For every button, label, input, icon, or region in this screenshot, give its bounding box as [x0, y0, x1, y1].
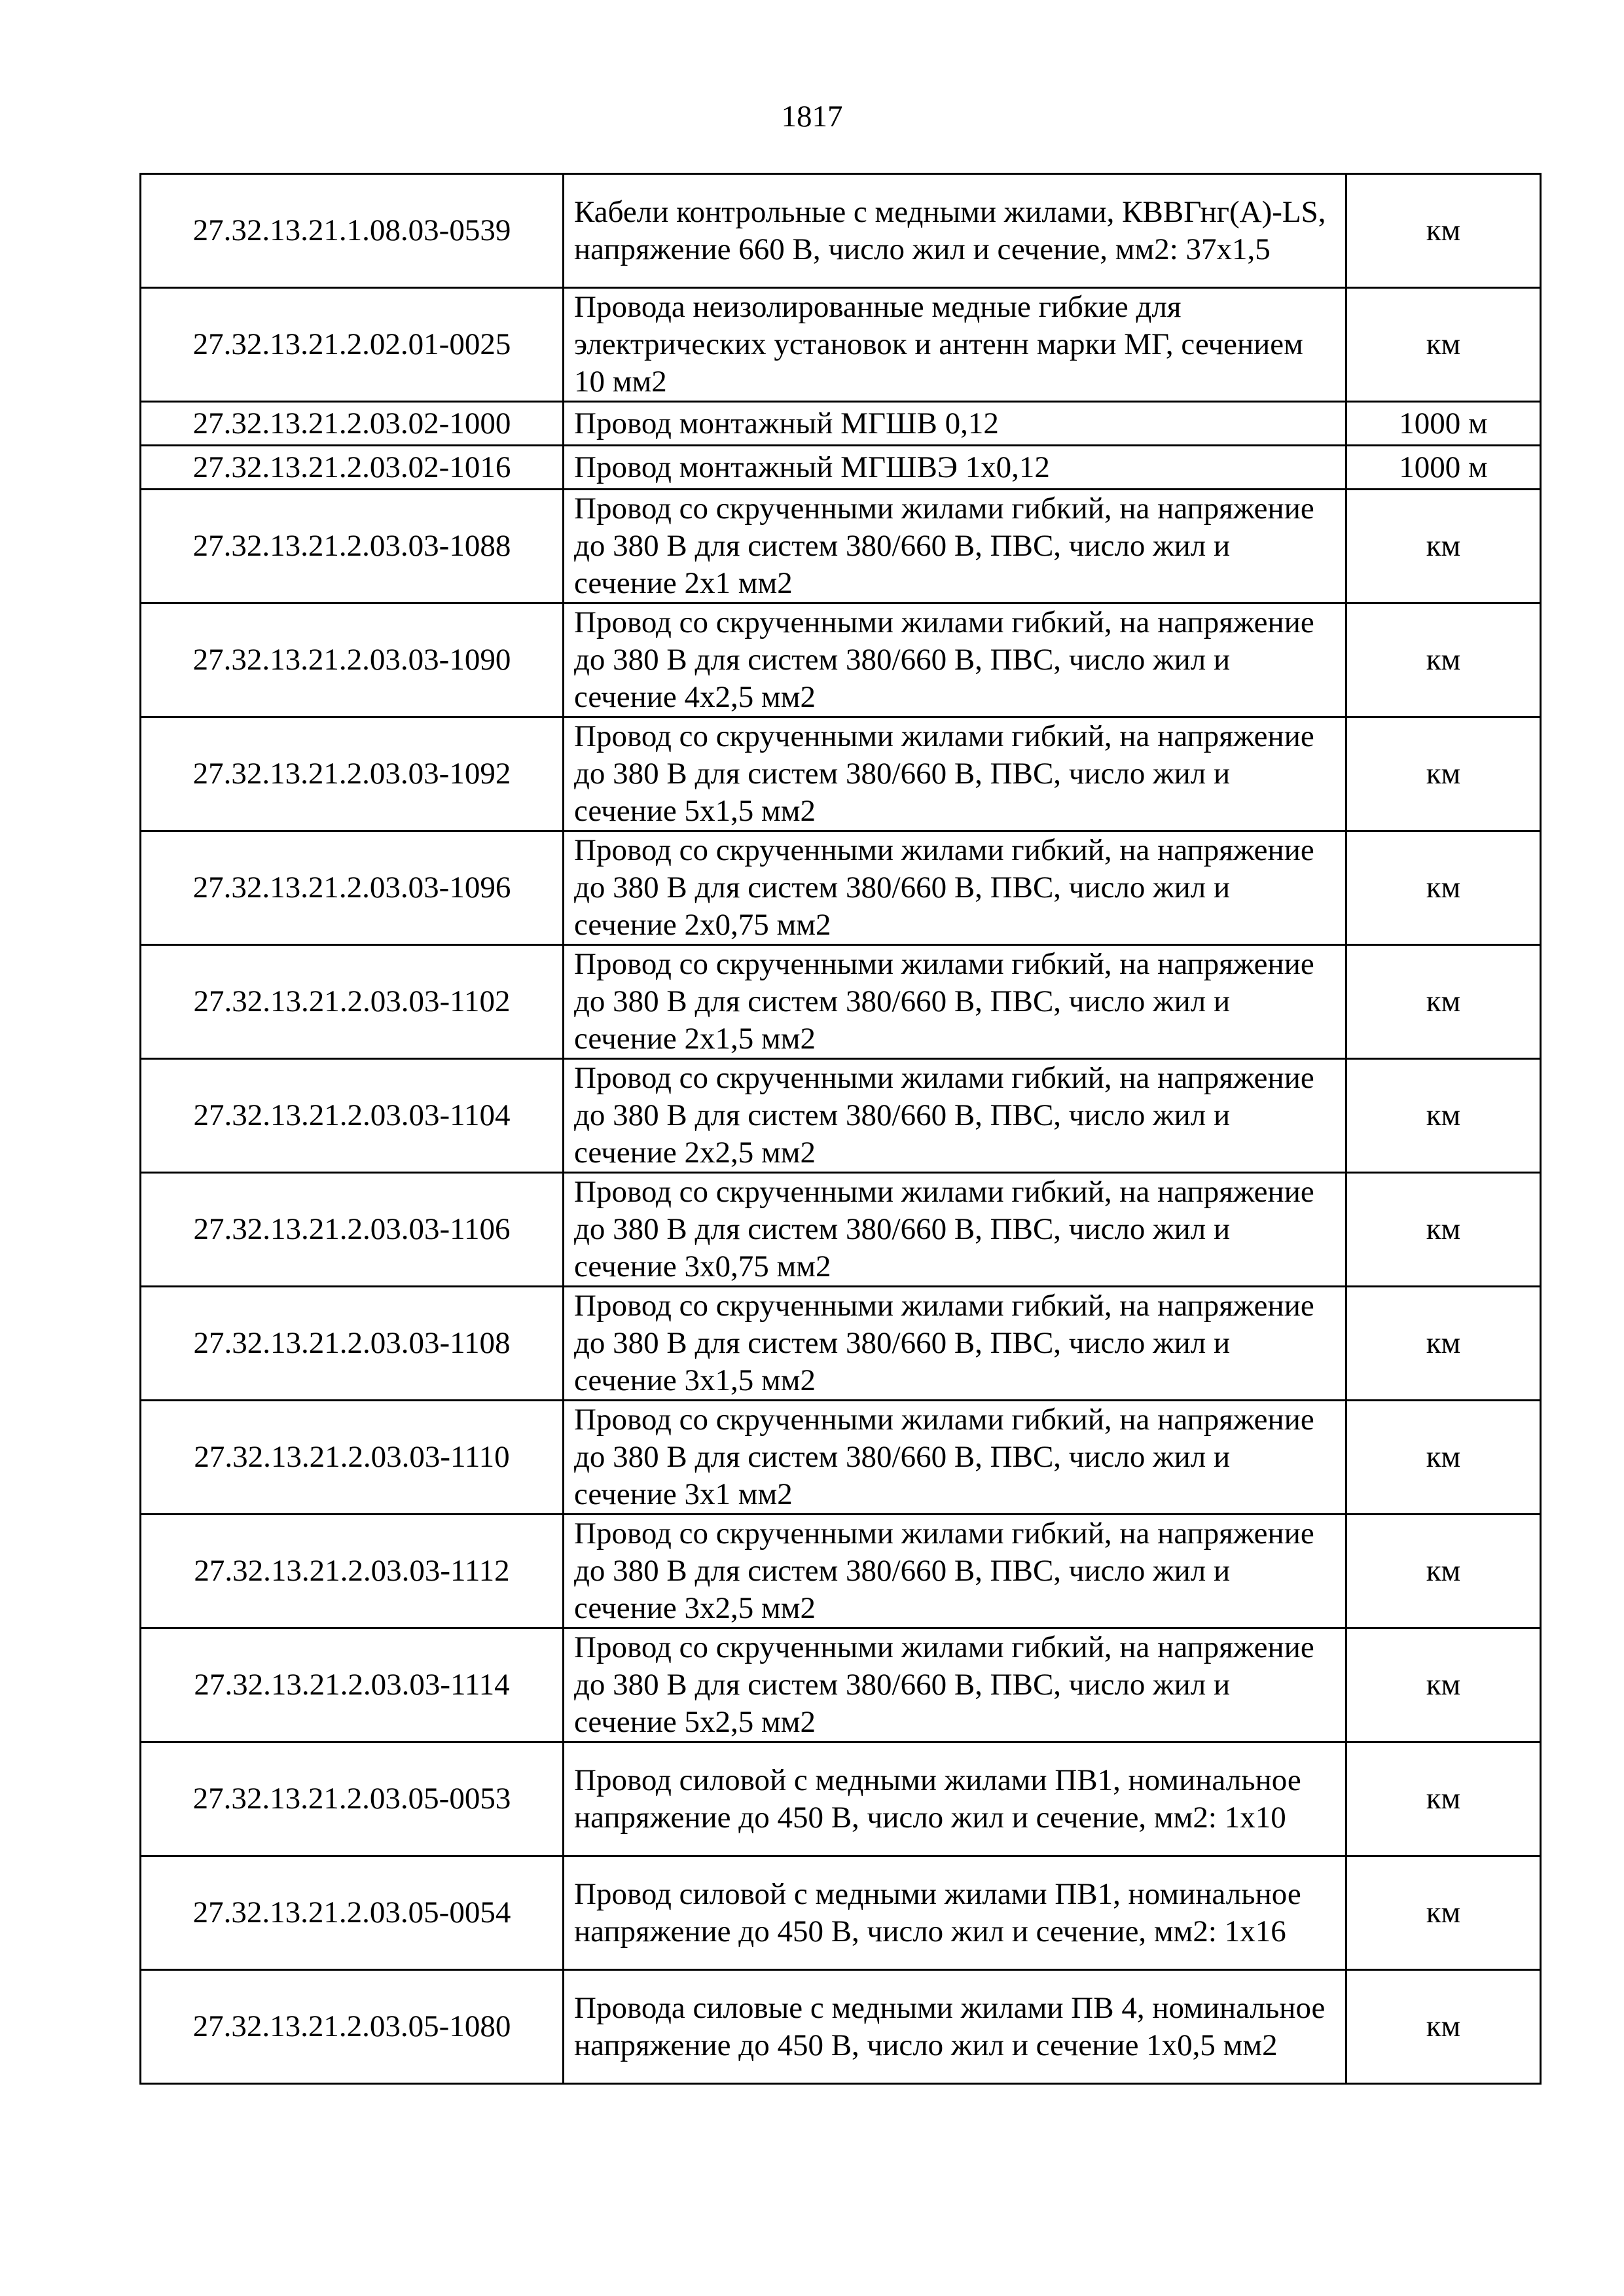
resource-code: 27.32.13.21.2.03.05-0053: [141, 1742, 564, 1856]
resource-code: 27.32.13.21.2.03.05-0054: [141, 1856, 564, 1970]
resource-table: [139, 173, 1542, 2085]
table-row: [141, 446, 1541, 490]
resource-name: Провод со скрученными жилами гибкий, на напряжение до 380 В для систем 380/660 В, ПВС, число жил и сечение 5х2,5 мм2: [564, 1628, 1346, 1742]
table-row: [141, 1515, 1541, 1628]
resource-unit: км: [1346, 490, 1541, 603]
resource-code: 27.32.13.21.2.03.03-1102: [141, 945, 564, 1059]
table-row: [141, 1628, 1541, 1742]
resource-unit: км: [1346, 717, 1541, 831]
resource-code: 27.32.13.21.2.03.03-1096: [141, 831, 564, 945]
table-row: [141, 288, 1541, 402]
resource-unit: км: [1346, 1059, 1541, 1173]
resource-code: 27.32.13.21.2.03.03-1114: [141, 1628, 564, 1742]
table-row: [141, 1970, 1541, 2084]
resource-code: 27.32.13.21.2.03.05-1080: [141, 1970, 564, 2084]
table-row: [141, 174, 1541, 288]
table-row: [141, 1173, 1541, 1287]
resource-name: Провод силовой с медными жилами ПВ1, номинальное напряжение до 450 В, число жил и сечение, мм2: 1х16: [564, 1856, 1346, 1970]
resource-unit: км: [1346, 1742, 1541, 1856]
resource-name: Провода силовые с медными жилами ПВ 4, номинальное напряжение до 450 В, число жил и сечение 1х0,5 мм2: [564, 1970, 1346, 2084]
resource-name: Провод монтажный МГШВ 0,12: [564, 402, 1346, 446]
table-row: [141, 402, 1541, 446]
resource-unit: 1000 м: [1346, 402, 1541, 446]
resource-name: Провод со скрученными жилами гибкий, на напряжение до 380 В для систем 380/660 В, ПВС, число жил и сечение 2х1 мм2: [564, 490, 1346, 603]
resource-code: 27.32.13.21.2.03.03-1090: [141, 603, 564, 717]
resource-name: Провод со скрученными жилами гибкий, на напряжение до 380 В для систем 380/660 В, ПВС, число жил и сечение 3х2,5 мм2: [564, 1515, 1346, 1628]
resource-unit: км: [1346, 1515, 1541, 1628]
resource-code: 27.32.13.21.2.03.03-1104: [141, 1059, 564, 1173]
table-row: [141, 831, 1541, 945]
resource-name: Провод силовой с медными жилами ПВ1, номинальное напряжение до 450 В, число жил и сечение, мм2: 1х10: [564, 1742, 1346, 1856]
resource-code: 27.32.13.21.2.03.03-1108: [141, 1287, 564, 1401]
resource-name: Провод со скрученными жилами гибкий, на напряжение до 380 В для систем 380/660 В, ПВС, число жил и сечение 3х1,5 мм2: [564, 1287, 1346, 1401]
resource-unit: км: [1346, 174, 1541, 288]
table-row: [141, 1059, 1541, 1173]
table-row: [141, 490, 1541, 603]
resource-code: 27.32.13.21.2.03.03-1112: [141, 1515, 564, 1628]
resource-name: Провод со скрученными жилами гибкий, на напряжение до 380 В для систем 380/660 В, ПВС, число жил и сечение 2х1,5 мм2: [564, 945, 1346, 1059]
resource-unit: км: [1346, 1401, 1541, 1515]
resource-name: Провод со скрученными жилами гибкий, на напряжение до 380 В для систем 380/660 В, ПВС, число жил и сечение 3х1 мм2: [564, 1401, 1346, 1515]
resource-name: Провод монтажный МГШВЭ 1х0,12: [564, 446, 1346, 490]
resource-name: Провод со скрученными жилами гибкий, на напряжение до 380 В для систем 380/660 В, ПВС, число жил и сечение 3х0,75 мм2: [564, 1173, 1346, 1287]
resource-code: 27.32.13.21.2.03.02-1016: [141, 446, 564, 490]
resource-name: Кабели контрольные с медными жилами, КВВГнг(A)-LS, напряжение 660 В, число жил и сечение, мм2: 37х1,5: [564, 174, 1346, 288]
resource-unit: 1000 м: [1346, 446, 1541, 490]
table-row: [141, 1742, 1541, 1856]
resource-name: Провод со скрученными жилами гибкий, на напряжение до 380 В для систем 380/660 В, ПВС, число жил и сечение 2х0,75 мм2: [564, 831, 1346, 945]
resource-unit: км: [1346, 831, 1541, 945]
page-number: 1817: [781, 99, 843, 134]
table-row: [141, 603, 1541, 717]
resource-unit: км: [1346, 603, 1541, 717]
resource-name: Провод со скрученными жилами гибкий, на напряжение до 380 В для систем 380/660 В, ПВС, число жил и сечение 4х2,5 мм2: [564, 603, 1346, 717]
resource-code: 27.32.13.21.2.03.02-1000: [141, 402, 564, 446]
resource-code: 27.32.13.21.2.03.03-1092: [141, 717, 564, 831]
resource-unit: км: [1346, 1628, 1541, 1742]
table-row: [141, 1856, 1541, 1970]
resource-code: 27.32.13.21.2.02.01-0025: [141, 288, 564, 402]
resource-unit: км: [1346, 1970, 1541, 2084]
resource-code: 27.32.13.21.1.08.03-0539: [141, 174, 564, 288]
table-row: [141, 1287, 1541, 1401]
table-row: [141, 717, 1541, 831]
resource-name: Провода неизолированные медные гибкие для электрических установок и антенн марки МГ, сечением 10 мм2: [564, 288, 1346, 402]
resource-code: 27.32.13.21.2.03.03-1106: [141, 1173, 564, 1287]
resource-unit: км: [1346, 1856, 1541, 1970]
resource-unit: км: [1346, 288, 1541, 402]
table-row: [141, 945, 1541, 1059]
resource-code: 27.32.13.21.2.03.03-1110: [141, 1401, 564, 1515]
resource-unit: км: [1346, 1287, 1541, 1401]
resource-unit: км: [1346, 1173, 1541, 1287]
table-row: [141, 1401, 1541, 1515]
resource-code: 27.32.13.21.2.03.03-1088: [141, 490, 564, 603]
resource-name: Провод со скрученными жилами гибкий, на напряжение до 380 В для систем 380/660 В, ПВС, число жил и сечение 5х1,5 мм2: [564, 717, 1346, 831]
resource-name: Провод со скрученными жилами гибкий, на напряжение до 380 В для систем 380/660 В, ПВС, число жил и сечение 2х2,5 мм2: [564, 1059, 1346, 1173]
resource-unit: км: [1346, 945, 1541, 1059]
